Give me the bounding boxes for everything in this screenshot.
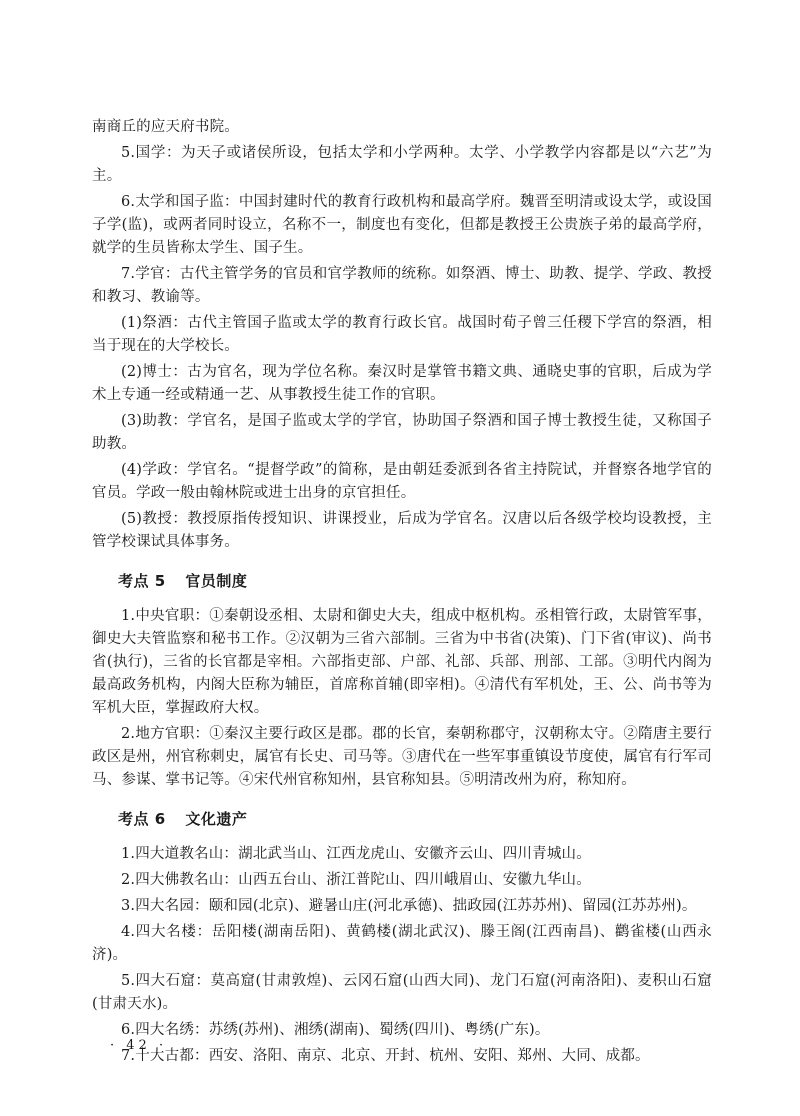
- section-heading-5: [118, 570, 712, 591]
- list-item: 7.十大古都：西安、洛阳、南京、北京、开封、杭州、安阳、郑州、大同、成都。: [121, 1048, 650, 1064]
- heading-title: 官员制度: [185, 572, 248, 590]
- heading-number: 考点 5: [118, 572, 166, 590]
- list-item: 2.地方官职：①秦汉主要行政区是郡。郡的长官，秦朝称郡守，汉朝称太守。②隋唐主要行政区是州，州官称刺史，属官有长史、司马等。③唐代在一些军事重镇设节度使，属官有行军司马、参谋、掌书记等。④宋代州官称知州，县官称知县。⑤明清改州为府，称知府。: [92, 726, 712, 788]
- list-item: 6.四大名绣：苏绣(苏州)、湘绣(湖南)、蜀绣(四川)、粤绣(广东)。: [121, 1022, 550, 1038]
- list-item: (5)教授：教授原指传授知识、讲课授业，后成为学官名。汉唐以后各级学校均设教授，主管学校课试具体事务。: [92, 511, 712, 550]
- heading-number: 考点 6: [118, 810, 166, 828]
- list-item: 1.四大道教名山：湖北武当山、江西龙虎山、安徽齐云山、四川青城山。: [121, 846, 591, 862]
- list-item: 1.中央官职：①秦朝设丞相、太尉和御史大夫，组成中枢机构。丞相管行政，太尉管军事，御史大夫管监察和秘书工作。②汉朝为三省六部制。三省为中书省(决策)、门下省(审议)、尚书省(执行)，三省的长官都是宰相。六部指吏部、户部、礼部、兵部、刑部、工部。③明代内阁为最高政务机构，内阁大臣称为辅臣，首席称首辅(即宰相)。④清代有军机处，王、公、尚书等为军机大臣，掌握政府大权。: [92, 608, 712, 716]
- heading-title: 文化遗产: [185, 810, 248, 828]
- list-item: 6.太学和国子监：中国封建时代的教育行政机构和最高学府。魏晋至明清或设太学，或设国子学(监)，或两者同时设立，名称不一，制度也有变化，但都是教授王公贵族子弟的最高学府，就学的生员皆称太学生、国子生。: [92, 194, 712, 256]
- page-number: · 42 ·: [110, 1038, 168, 1053]
- list-item: (3)助教：学官名，是国子监或太学的学官，协助国子祭酒和国子博士教授生徒，又称国子助教。: [92, 413, 712, 452]
- list-item: 4.四大名楼：岳阳楼(湖南岳阳)、黄鹤楼(湖北武汉)、滕王阁(江西南昌)、鹳雀楼(山西永济)。: [92, 924, 712, 963]
- list-item: 2.四大佛教名山：山西五台山、浙江普陀山、四川峨眉山、安徽九华山。: [121, 872, 591, 888]
- document-page: [92, 116, 712, 1071]
- list-item: (2)博士：古为官名，现为学位名称。秦汉时是掌管书籍文典、通晓史事的官职，后成为学术上专通一经或精通一艺、从事教授生徒工作的官职。: [92, 364, 712, 403]
- list-item: (4)学政：学官名。“提督学政”的简称，是由朝廷委派到各省主持院试，并督察各地学官的官员。学政一般由翰林院或进士出身的京官担任。: [92, 462, 712, 501]
- list-item: 7.学官：古代主管学务的官员和官学教师的统称。如祭酒、博士、助教、提学、学政、教授和教习、教谕等。: [92, 266, 712, 305]
- list-item: 3.四大名园：颐和园(北京)、避暑山庄(河北承德)、拙政园(江苏苏州)、留园(江苏苏州)。: [121, 898, 697, 914]
- list-item: 5.四大石窟：莫高窟(甘肃敦煌)、云冈石窟(山西大同)、龙门石窟(河南洛阳)、麦积山石窟(甘肃天水)。: [92, 973, 712, 1012]
- list-item: 5.国学：为天子或诸侯所设，包括太学和小学两种。太学、小学教学内容都是以“六艺”为主。: [92, 145, 712, 184]
- list-item: (1)祭酒：古代主管国子监或太学的教育行政长官。战国时荀子曾三任稷下学宫的祭酒，相当于现在的大学校长。: [92, 315, 712, 354]
- intro-text: 南商丘的应天府书院。: [92, 119, 239, 135]
- section-heading-6: [118, 808, 712, 829]
